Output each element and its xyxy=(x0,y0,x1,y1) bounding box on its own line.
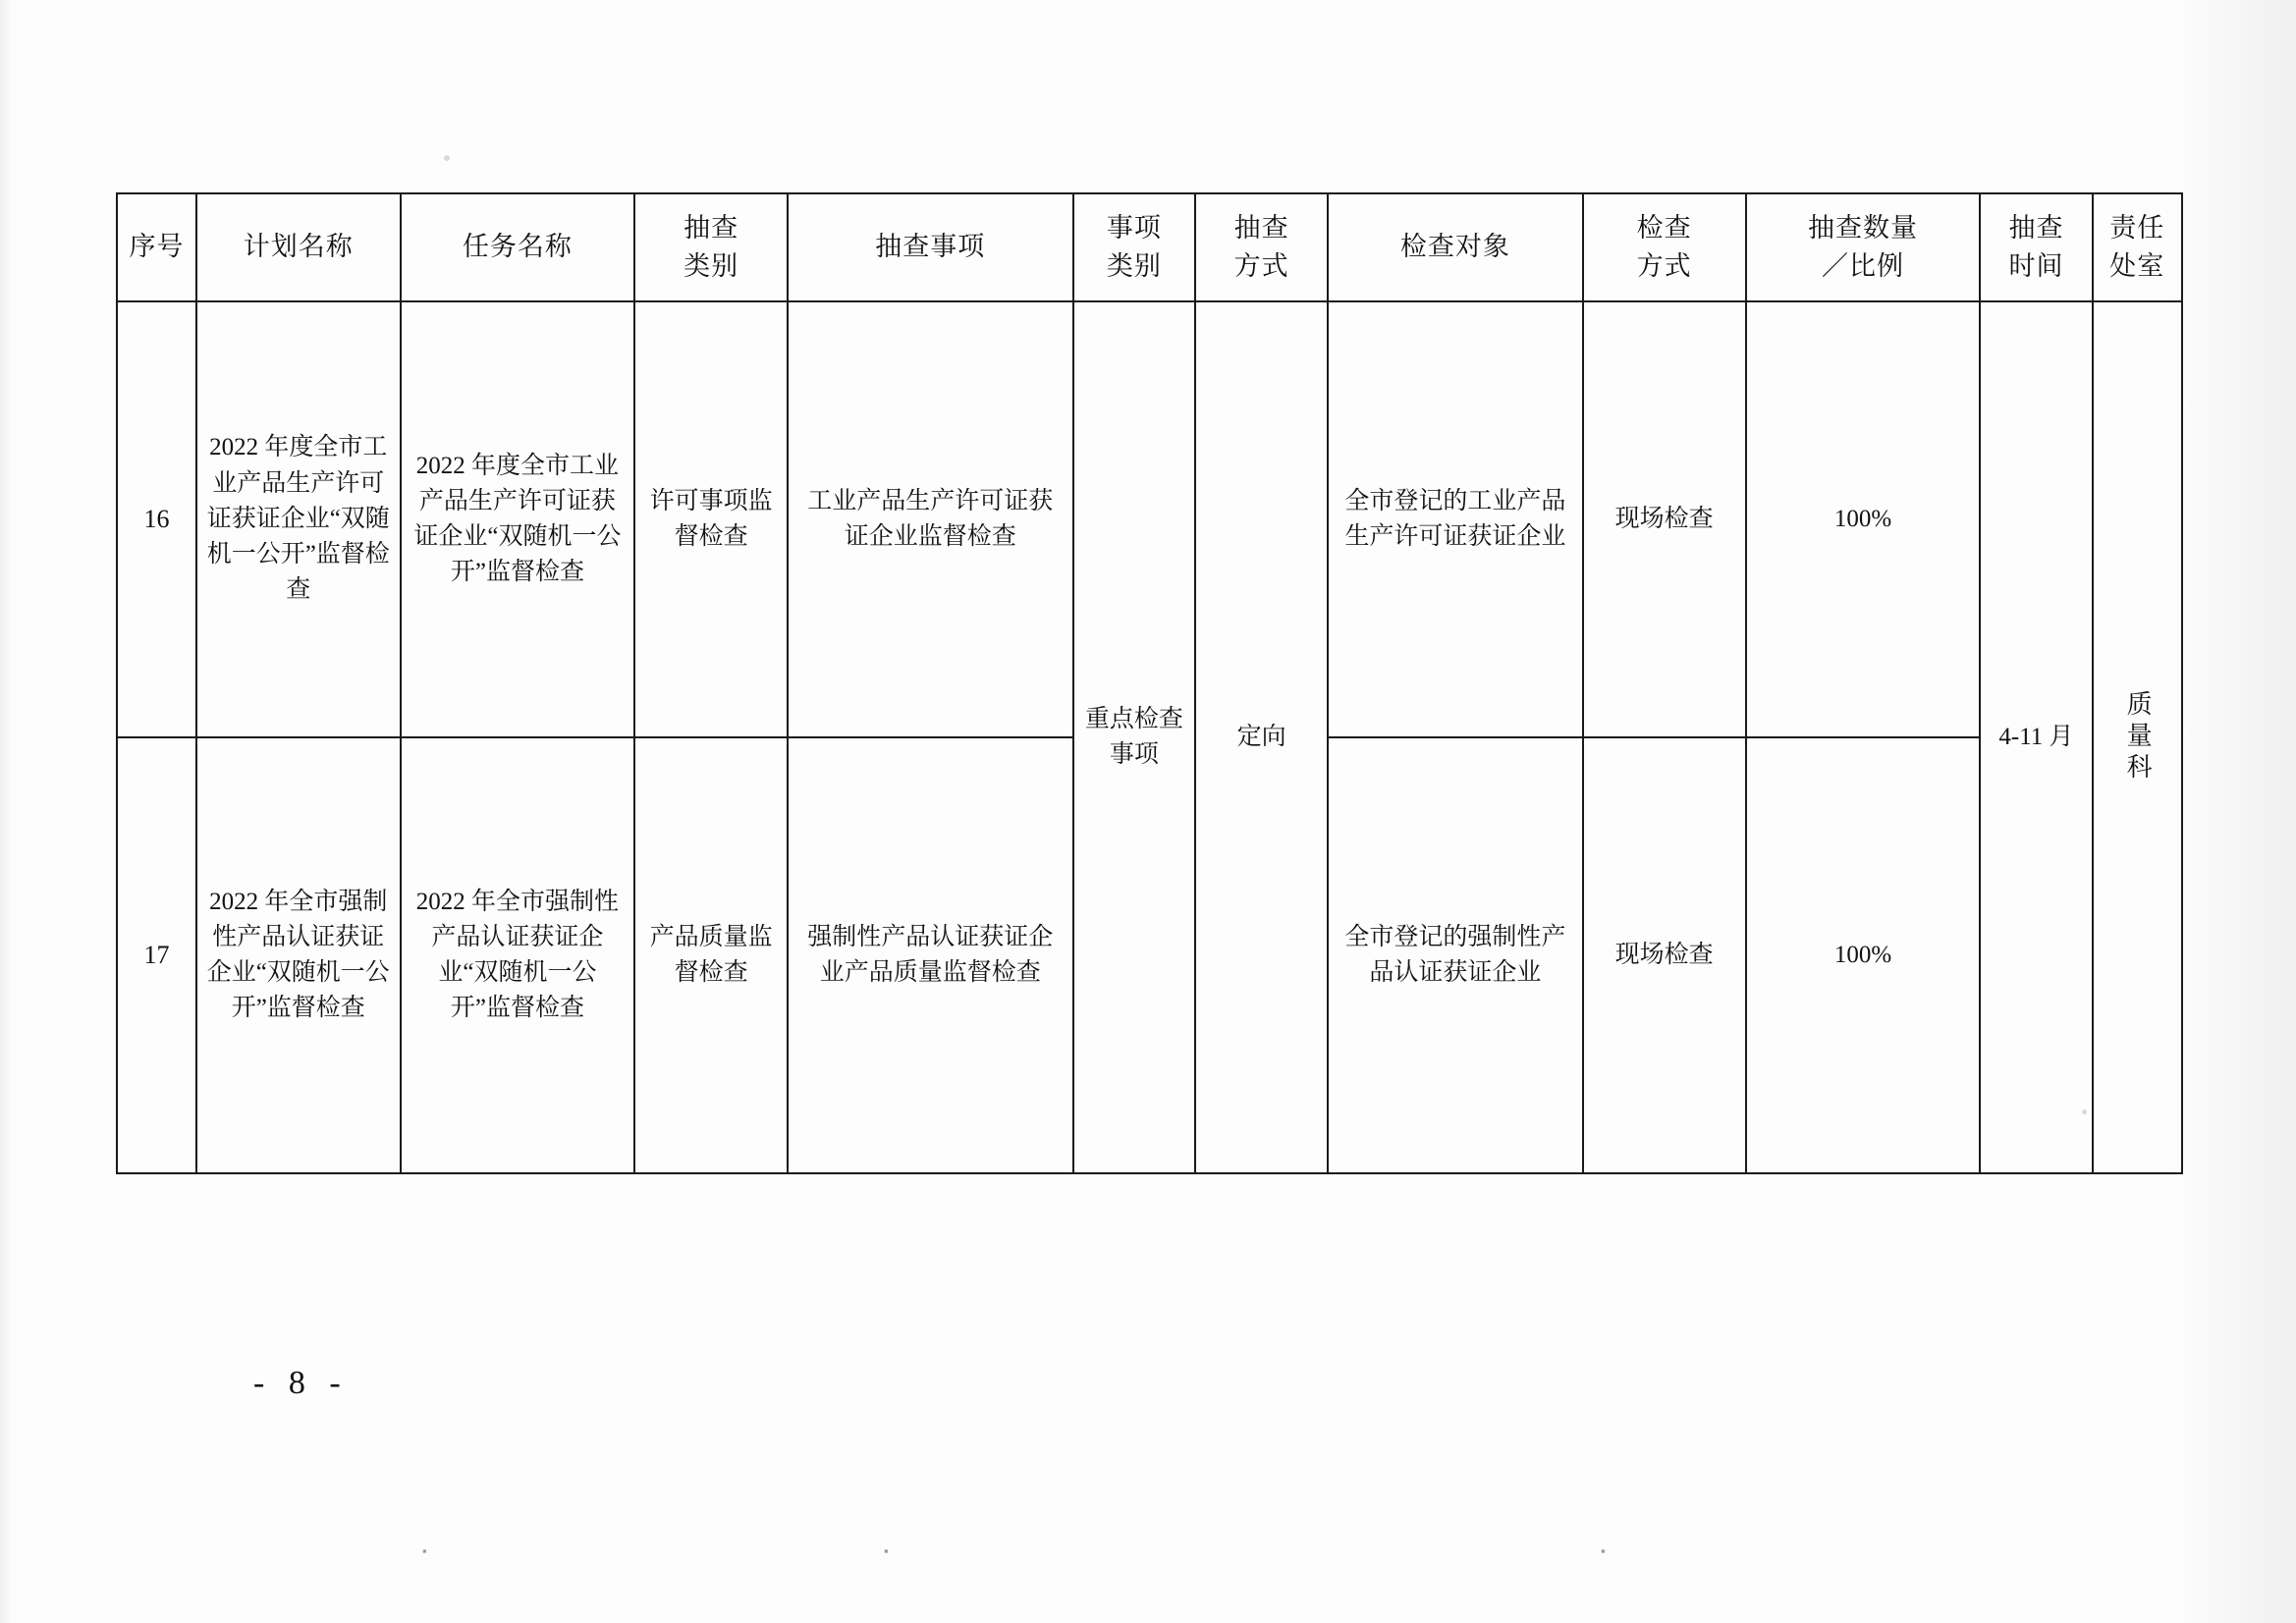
column-header-check-method: 检查 方式 xyxy=(1583,193,1746,301)
cell-seq: 17 xyxy=(117,737,196,1173)
cell-check-method: 现场检查 xyxy=(1583,301,1746,737)
scan-mark: ▪ xyxy=(422,1543,427,1558)
cell-task-name: 2022 年全市强制性产品认证获证企业“双随机一公开”监督检查 xyxy=(401,737,635,1173)
table-body xyxy=(117,301,2182,1173)
inspection-plan-table xyxy=(116,192,2183,1174)
cell-inspection-category: 许可事项监督检查 xyxy=(634,301,788,737)
cell-inspection-item: 工业产品生产许可证获证企业监督检查 xyxy=(788,301,1073,737)
cell-item-category: 重点检查事项 xyxy=(1073,301,1196,1173)
column-header-task-name: 任务名称 xyxy=(401,193,635,301)
cell-responsible-office: 质量科 xyxy=(2093,301,2182,1173)
cell-inspection-object: 全市登记的工业产品生产许可证获证企业 xyxy=(1328,301,1583,737)
scan-edge-right xyxy=(2168,0,2296,1623)
scan-mark: ▪ xyxy=(884,1543,889,1558)
cell-inspection-time: 4-11 月 xyxy=(1980,301,2092,1173)
footer-scan-marks xyxy=(0,1543,2296,1563)
column-header-inspection-object: 检查对象 xyxy=(1328,193,1583,301)
cell-task-name: 2022 年度全市工业产品生产许可证获证企业“双随机一公开”监督检查 xyxy=(401,301,635,737)
page-number: - 8 - xyxy=(253,1365,349,1401)
column-header-inspection-item: 抽查事项 xyxy=(788,193,1073,301)
column-header-plan-name: 计划名称 xyxy=(196,193,401,301)
column-header-inspection-time: 抽查 时间 xyxy=(1980,193,2092,301)
column-header-quantity-ratio: 抽查数量 ／比例 xyxy=(1746,193,1981,301)
cell-plan-name: 2022 年全市强制性产品认证获证企业“双随机一公开”监督检查 xyxy=(196,737,401,1173)
scan-speck xyxy=(444,155,450,161)
cell-seq: 16 xyxy=(117,301,196,737)
scan-mark: ▪ xyxy=(1601,1543,1606,1558)
cell-inspection-item: 强制性产品认证获证企业产品质量监督检查 xyxy=(788,737,1073,1173)
cell-inspection-method: 定向 xyxy=(1195,301,1328,1173)
header-row xyxy=(117,193,2182,301)
cell-plan-name: 2022 年度全市工业产品生产许可证获证企业“双随机一公开”监督检查 xyxy=(196,301,401,737)
cell-inspection-category: 产品质量监督检查 xyxy=(634,737,788,1173)
table-header xyxy=(117,193,2182,301)
column-header-inspection-category: 抽查 类别 xyxy=(634,193,788,301)
cell-inspection-object: 全市登记的强制性产品认证获证企业 xyxy=(1328,737,1583,1173)
inspection-plan-table-wrapper xyxy=(116,192,2183,1174)
column-header-responsible-office: 责任 处室 xyxy=(2093,193,2182,301)
column-header-item-category: 事项 类别 xyxy=(1073,193,1196,301)
scan-edge-left xyxy=(0,0,12,1623)
column-header-inspection-method: 抽查 方式 xyxy=(1195,193,1328,301)
cell-quantity-ratio: 100% xyxy=(1746,301,1981,737)
column-header-seq: 序号 xyxy=(117,193,196,301)
cell-quantity-ratio: 100% xyxy=(1746,737,1981,1173)
cell-check-method: 现场检查 xyxy=(1583,737,1746,1173)
table-row xyxy=(117,301,2182,737)
